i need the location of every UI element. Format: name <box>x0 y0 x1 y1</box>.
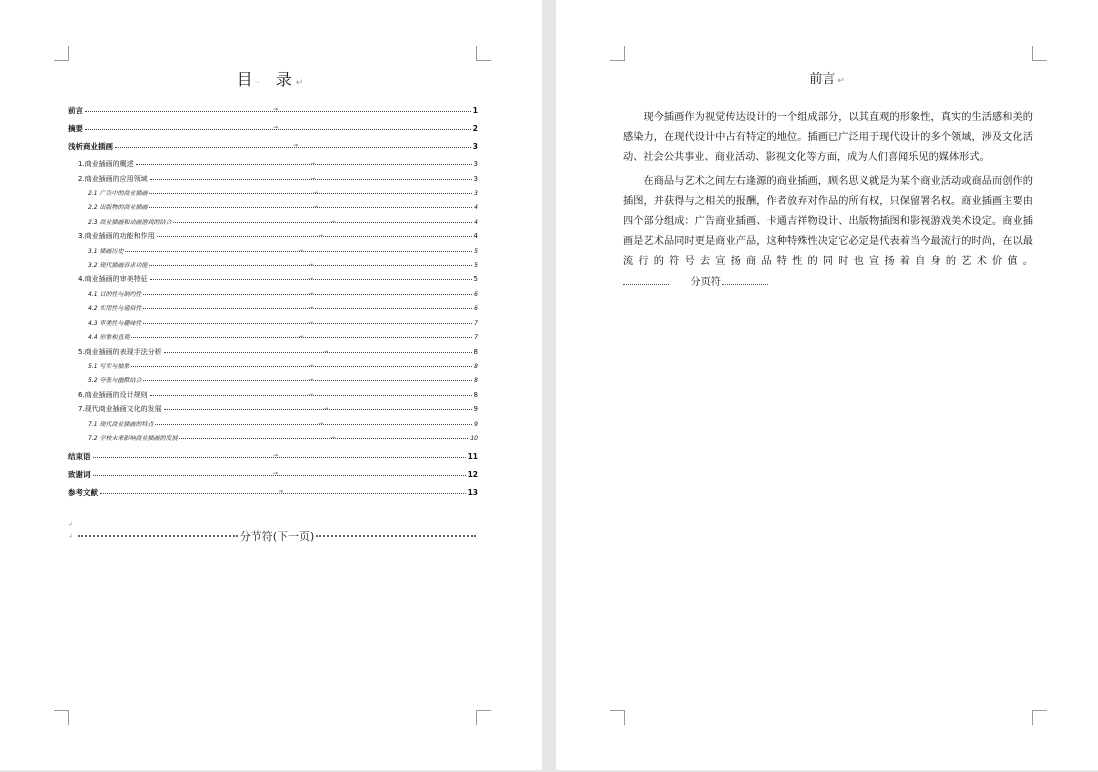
toc-entry[interactable] <box>68 404 478 419</box>
toc-entry-page: 6 <box>474 290 478 298</box>
tab-mark-icon: → <box>313 203 319 211</box>
toc-entry-label: 结束语 <box>68 452 91 462</box>
toc-entry-label: 摘要 <box>68 124 83 133</box>
toc-entry-label: 5.商业插画的表现手法分析 <box>78 347 162 356</box>
toc-entry-label: 7.2 学校未来影响商业插画的发展 <box>88 435 178 443</box>
section-break <box>78 528 476 544</box>
preface-title-text: 前言 <box>809 72 836 87</box>
toc-entry-label: 2.1 广告中的商业插画 <box>88 190 148 197</box>
toc-entry[interactable] <box>68 274 478 289</box>
page-break-line-right <box>722 284 768 285</box>
toc-entry-leader <box>164 409 472 410</box>
tab-mark-icon: → <box>273 124 279 131</box>
toc-entry-label: 4.商业插画的审美特征 <box>78 275 148 284</box>
preface-page <box>556 0 1098 770</box>
toc-entry-page: 13 <box>467 488 478 498</box>
page-break-label: 分页符 <box>690 276 721 288</box>
paragraph-mark-icon: ↵ <box>837 76 845 86</box>
tab-mark-icon: → <box>293 142 299 149</box>
toc-entry-label: 2.2 出版物的商业插画 <box>88 204 148 212</box>
toc-entry[interactable] <box>68 174 478 189</box>
tab-mark-icon: → <box>310 174 316 182</box>
toc-entry-label: 5.1 写实与抽象 <box>88 363 130 371</box>
toc-entry[interactable] <box>68 159 478 174</box>
toc-entry-leader <box>157 236 472 237</box>
toc-entry-leader <box>164 352 472 353</box>
toc-entry-leader <box>149 207 472 208</box>
tab-mark-icon: → <box>308 261 314 269</box>
toc-entry[interactable] <box>68 246 478 260</box>
toc-entry-label: 7.1 现代商业插画的特点 <box>88 420 154 428</box>
toc-entry[interactable] <box>68 260 478 274</box>
toc-entry-page: 4 <box>474 218 478 226</box>
tab-mark-icon: → <box>308 275 314 283</box>
toc-entry-label: 4.1 目的性与制约性 <box>88 290 142 298</box>
toc-entry-page: 5 <box>474 247 478 255</box>
margin-corner-top-right <box>476 46 491 61</box>
margin-corner-bottom-left <box>610 710 625 725</box>
toc-entry-page: 5 <box>474 262 478 270</box>
toc-entry-label: 3.商业插画的功能和作用 <box>78 232 155 241</box>
section-break-label: 分节符(下一页) <box>239 530 315 543</box>
tab-mark-icon: → <box>310 160 316 167</box>
toc-entry[interactable] <box>68 231 478 246</box>
toc-entry-leader <box>131 366 472 367</box>
tab-mark-icon: → <box>330 217 336 225</box>
tab-mark-icon: → <box>298 333 304 341</box>
toc-entry-label: 1.商业插画的概述 <box>78 160 134 168</box>
toc-entry-page: 8 <box>473 390 478 399</box>
toc-entry-page: 9 <box>473 405 478 414</box>
page-break <box>623 273 768 293</box>
margin-corner-bottom-right <box>1032 710 1047 725</box>
toc-entry-label: 4.2 实用性与通俗性 <box>88 305 142 313</box>
toc-title-part1: 目 <box>236 70 255 89</box>
toc-entry-page: 4 <box>474 204 478 212</box>
toc-entry[interactable] <box>68 361 478 375</box>
toc-page <box>0 0 542 770</box>
toc-entry[interactable] <box>68 141 478 156</box>
tab-mark-icon: → <box>273 452 279 460</box>
toc-entry-page: 5 <box>473 275 478 284</box>
toc-entry-page: 7 <box>474 319 478 327</box>
toc-entry[interactable] <box>68 289 478 303</box>
toc-entry-page: 8 <box>474 377 478 385</box>
tab-mark-icon: → <box>278 488 284 496</box>
toc-entry-label: 2.3 商业插画和动画游戏的结合 <box>88 218 172 226</box>
preface-title[interactable] <box>556 68 1098 87</box>
tab-mark-icon: → <box>308 289 314 297</box>
toc-entry-page: 4 <box>473 232 478 241</box>
toc-entry[interactable] <box>68 188 478 202</box>
toc-entry[interactable] <box>68 487 478 502</box>
toc-entry-leader <box>93 457 466 458</box>
toc-entry-label: 4.3 审美性与趣味性 <box>88 319 142 327</box>
tab-mark-icon: → <box>273 470 279 478</box>
paragraph-mark-icon: ↵ <box>295 78 306 88</box>
toc-title-part2: 录 <box>275 70 294 89</box>
toc-title[interactable]: 目·· 录 ↵ <box>236 70 306 89</box>
toc-entry[interactable] <box>68 217 478 231</box>
tab-mark-icon: → <box>330 434 336 442</box>
toc-entry[interactable] <box>68 105 478 120</box>
toc-entry-page: 9 <box>474 420 478 428</box>
empty-paragraph-marks: ↲ ↲ <box>68 521 74 540</box>
toc-entry[interactable] <box>68 123 478 138</box>
toc-list <box>68 105 478 502</box>
toc-entry[interactable] <box>68 303 478 317</box>
toc-entry-label: 3.2 现代插画诉求功能 <box>88 262 148 270</box>
margin-corner-top-left <box>610 46 625 61</box>
toc-entry-leader <box>149 193 472 194</box>
toc-entry-page: 1 <box>472 106 478 115</box>
toc-entry[interactable] <box>68 419 478 433</box>
toc-entry-label: 浅析商业插画 <box>68 142 113 151</box>
toc-entry-page: 8 <box>474 363 478 371</box>
toc-entry-label: 致谢词 <box>68 470 91 480</box>
toc-entry-page: 10 <box>470 435 478 443</box>
tab-mark-icon: → <box>308 318 314 326</box>
toc-entry-label: 参考文献 <box>68 488 98 498</box>
toc-entry[interactable] <box>68 433 478 447</box>
toc-entry-label: 3.1 插画历史 <box>88 247 124 255</box>
margin-corner-bottom-right <box>476 710 491 725</box>
toc-entry-page: 3 <box>472 142 478 151</box>
tab-mark-icon: → <box>308 390 314 398</box>
toc-entry[interactable] <box>68 332 478 346</box>
margin-corner-top-left <box>54 46 69 61</box>
toc-entry-label: 6.商业插画的设计规则 <box>78 390 148 399</box>
preface-body[interactable] <box>623 108 1033 297</box>
preface-paragraph-1: 现今插画作为视觉传达设计的一个组成部分，以其直观的形象性，真实的生活感和美的感染力，在现代设计中占有特定的地位。插画已广泛用于现代设计的多个领域，涉及文化活动、社会公共事业、商业活动、影视文化等方面，成为人们喜闻乐见的媒体形式。 <box>623 112 1033 164</box>
toc-entry-leader <box>155 424 472 425</box>
toc-entry[interactable] <box>68 202 478 216</box>
toc-entry-label: 2.商业插画的应用领域 <box>78 174 148 183</box>
toc-entry-page: 6 <box>474 305 478 313</box>
toc-entry-label: 7.现代商业插画文化的发展 <box>78 405 162 414</box>
toc-entry-leader <box>173 222 472 223</box>
toc-entry-page: 3 <box>474 190 478 197</box>
toc-entry[interactable] <box>68 469 478 484</box>
tab-mark-icon: → <box>318 419 324 427</box>
toc-entry-page: 11 <box>467 452 478 462</box>
tab-mark-icon: → <box>308 362 314 370</box>
tab-mark-icon: → <box>273 106 279 113</box>
toc-entry[interactable] <box>68 390 478 405</box>
toc-entry-page: 3 <box>473 160 478 168</box>
toc-entry[interactable] <box>68 451 478 466</box>
tab-mark-icon: → <box>308 304 314 312</box>
tab-mark-icon: → <box>318 232 324 240</box>
preface-paragraph-2 <box>623 172 1033 294</box>
toc-entry[interactable] <box>68 375 478 389</box>
margin-corner-top-right <box>1032 46 1047 61</box>
toc-entry-label: 4.4 形象和直观 <box>88 334 130 342</box>
tab-mark-icon: → <box>313 189 319 196</box>
tab-mark-icon: → <box>298 246 304 254</box>
toc-entry-label: 前言 <box>68 106 83 115</box>
section-break-line-right <box>316 535 476 537</box>
preface-paragraph-2-text: 在商品与艺术之间左右逢源的商业插画，顾名思义就是为某个商业活动或商品而创作的插图，并获得与之相关的报酬，作者放弃对作品的所有权，只保留署名权。商业插画主要由四个部分组成：广告商业插画、卡通吉祥物设计、出版物插图和影视游戏美术设定。商业插画是艺术品同时更是商业产品，这种特殊性决定它必定是代表着当今最流行的时尚，在以最流行的符号去宣扬商品特性的同时也宣扬着自身的艺术价值。 <box>623 175 1033 268</box>
tab-mark-icon: → <box>323 347 329 355</box>
margin-corner-bottom-left <box>54 710 69 725</box>
toc-entry-leader <box>179 438 468 439</box>
tab-mark-icon: → <box>323 405 329 413</box>
tab-mark-icon: → <box>308 376 314 384</box>
page-break-line-left <box>623 284 669 285</box>
section-break-line-left <box>78 535 238 537</box>
toc-entry-page: 3 <box>473 174 478 183</box>
toc-entry-page: 7 <box>474 334 478 342</box>
toc-entry-leader <box>136 164 472 165</box>
toc-entry[interactable] <box>68 347 478 362</box>
toc-entry-page: 2 <box>472 124 478 133</box>
toc-entry-leader <box>93 475 466 476</box>
toc-entry-page: 12 <box>467 470 478 480</box>
toc-entry[interactable] <box>68 318 478 332</box>
toc-entry-label: 5.2 夸张与幽默结合 <box>88 377 142 385</box>
toc-entry-page: 8 <box>473 347 478 356</box>
